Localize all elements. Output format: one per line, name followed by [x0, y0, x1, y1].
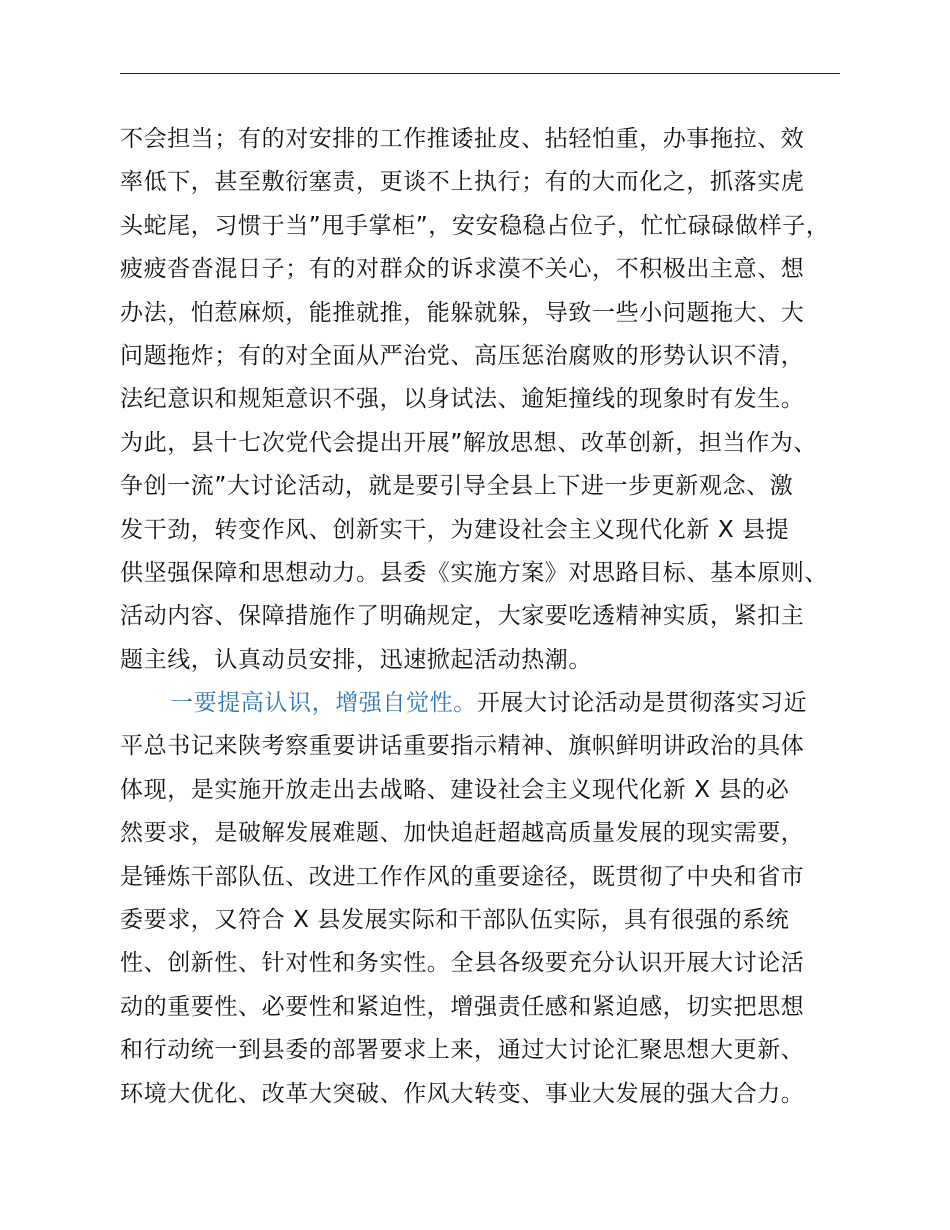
text-segment: 开展大讨论活动是贯彻落实习近: [476, 690, 808, 717]
text-line: 问题拖炸；有的对全面从严治党、高压惩治腐败的形势认识不清，: [120, 342, 805, 369]
text-line: 性、创新性、针对性和务实性。全县各级要充分认识开展大讨论活: [120, 950, 805, 977]
section-heading: 一要提高认识，增强自觉性。: [170, 690, 477, 717]
text-line: 率低下，甚至敷衍塞责，更谈不上执行；有的大而化之，抓落实虎: [120, 169, 805, 196]
text-line: 体现，是实施开放走出去战略、建设社会主义现代化新 X 县的必: [120, 776, 790, 803]
text-line: 和行动统一到县委的部署要求上来，通过大讨论汇聚思想大更新、: [120, 1037, 805, 1064]
text-line: 活动内容、保障措施作了明确规定，大家要吃透精神实质，紧扣主: [120, 603, 805, 630]
text-line: 是锤炼干部队伍、改进工作作风的重要途径，既贯彻了中央和省市: [120, 863, 805, 890]
text-line: 争创一流”大讨论活动，就是要引导全县上下进一步更新观念、激: [120, 473, 794, 500]
text-line: 环境大优化、改革大突破、作风大转变、事业大发展的强大合力。: [120, 1080, 805, 1107]
text-line: 动的重要性、必要性和紧迫性，增强责任感和紧迫感，切实把思想: [120, 993, 805, 1020]
text-line: 平总书记来陕考察重要讲话重要指示精神、旗帜鲜明讲政治的具体: [120, 733, 805, 760]
paragraph-first-line: [120, 682, 842, 725]
text-line: 不会担当；有的对安排的工作推诿扯皮、拈轻怕重，办事拖拉、效: [120, 126, 805, 152]
document-body: [120, 118, 842, 1116]
text-line: 法纪意识和规矩意识不强，以身试法、逾矩撞线的现象时有发生。: [120, 386, 805, 413]
text-line: 题主线，认真动员安排，迅速掀起活动热潮。: [120, 646, 592, 673]
header-rule: [120, 73, 840, 74]
text-line: 供坚强保障和思想动力。县委《实施方案》对思路目标、基本原则、: [120, 559, 828, 586]
text-line: 发干劲，转变作风、创新实干，为建设社会主义现代化新 X 县提: [120, 516, 790, 543]
text-line: 头蛇尾，习惯于当”甩手掌柜”，安安稳稳占位子，忙忙碌碌做样子，: [120, 212, 830, 239]
text-line: 然要求，是破解发展难题、加快追赶超越高质量发展的现实需要，: [120, 820, 805, 847]
text-line: 为此，县十七次党代会提出开展”解放思想、改革创新，担当作为、: [120, 429, 817, 456]
text-line: 疲疲沓沓混日子；有的对群众的诉求漠不关心，不积极出主意、想: [120, 256, 805, 283]
text-line: 办法，怕惹麻烦，能推就推，能躲就躲，导致一些小问题拖大、大: [120, 299, 805, 326]
text-line: 委要求，又符合 X 县发展实际和干部队伍实际，具有很强的系统: [120, 907, 790, 934]
